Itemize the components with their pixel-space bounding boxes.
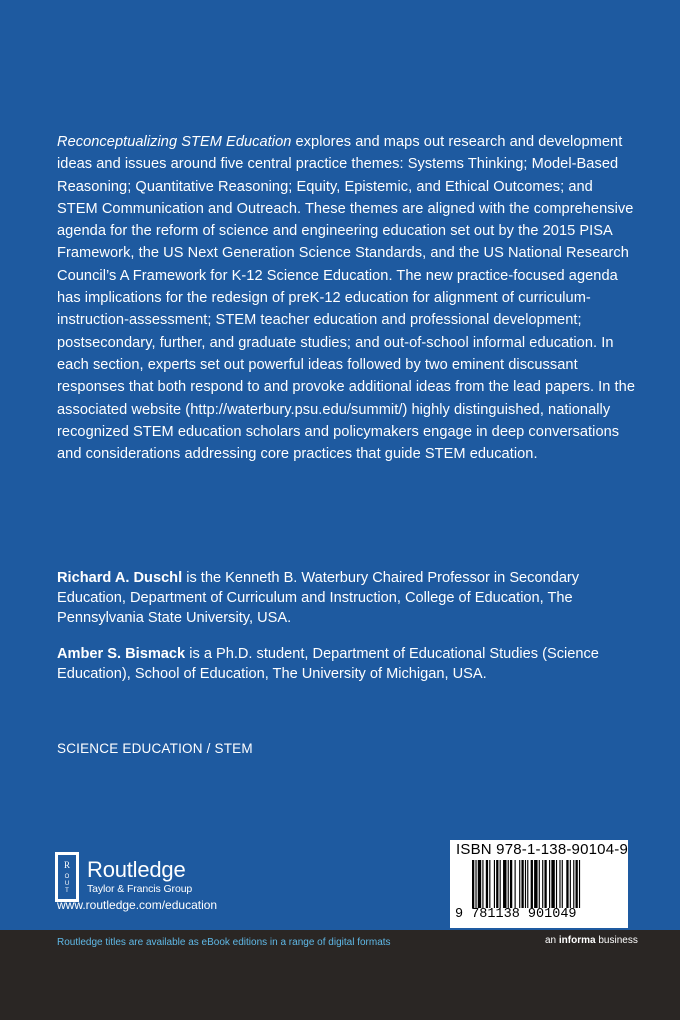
book-title: Reconceptualizing STEM Education	[57, 134, 292, 150]
footer-bar	[0, 930, 680, 1020]
barcode-icon	[472, 860, 622, 912]
svg-text:O: O	[64, 874, 70, 880]
svg-text:R: R	[63, 860, 71, 870]
publisher-url[interactable]: www.routledge.com/education	[57, 898, 218, 912]
author-bio-duschl	[57, 568, 627, 628]
barcode-digits: 9 781138 901049	[455, 907, 577, 922]
author-name: Amber S. Bismack	[57, 646, 186, 662]
publisher-name: Routledge	[87, 857, 186, 882]
isbn-label: ISBN 978-1-138-90104-9	[456, 841, 629, 858]
svg-text:U: U	[64, 881, 70, 887]
svg-text:T: T	[65, 888, 69, 894]
publisher-group: Taylor & Francis Group	[87, 883, 193, 895]
subject-category: SCIENCE EDUCATION / STEM	[57, 741, 253, 756]
ebook-notice: Routledge titles are available as eBook editions in a range of digital formats	[57, 937, 391, 948]
author-bio-bismack	[57, 644, 627, 684]
author-name: Richard A. Duschl	[57, 570, 183, 586]
description-text: explores and maps out research and development ideas and issues around five central practice themes: Systems Thinking; Model-Based Reasoning; Quantitative Reasoning; Equity, Epistemic, and Ethical Outcomes; and STEM Communication and Outreach. These themes are aligned with the comprehensive agenda for the reform of science and engineering education set out by the 2015 PISA Framework, the US Next Generation Science Standards, and the US National Research Council’s A Framework for K-12 Science Education. The new practice-focused agenda has implications for the redesign of preK-12 education for alignment of curriculum-instruction-assessment; STEM teacher education and professional development; postsecondary, further, and graduate studies; and out-of-school informal education. In each section, experts set out powerful ideas followed by two eminent discussant responses that both respond to and provoke additional ideas from the lead papers. In the associated website (http://waterbury.psu.edu/summit/) highly distinguished, nationally recognized STEM education scholars and policymakers engage in deep conversations and considerations addressing core practices that guide STEM education.	[57, 134, 635, 463]
informa-tagline: an informa business	[545, 935, 638, 946]
author-bio-text: is a Ph.D. student, Department of Educational Studies (Science Education), School of Education, The University of Michigan, USA.	[57, 646, 599, 682]
publisher-logo	[55, 852, 192, 902]
isbn-barcode-block	[450, 840, 628, 928]
book-description	[57, 131, 637, 465]
author-bio-text: is the Kenneth B. Waterbury Chaired Professor in Secondary Education, Department of Curriculum and Instruction, College of Education, The Pennsylvania State University, USA.	[57, 570, 580, 626]
routledge-logo-icon	[55, 852, 79, 902]
